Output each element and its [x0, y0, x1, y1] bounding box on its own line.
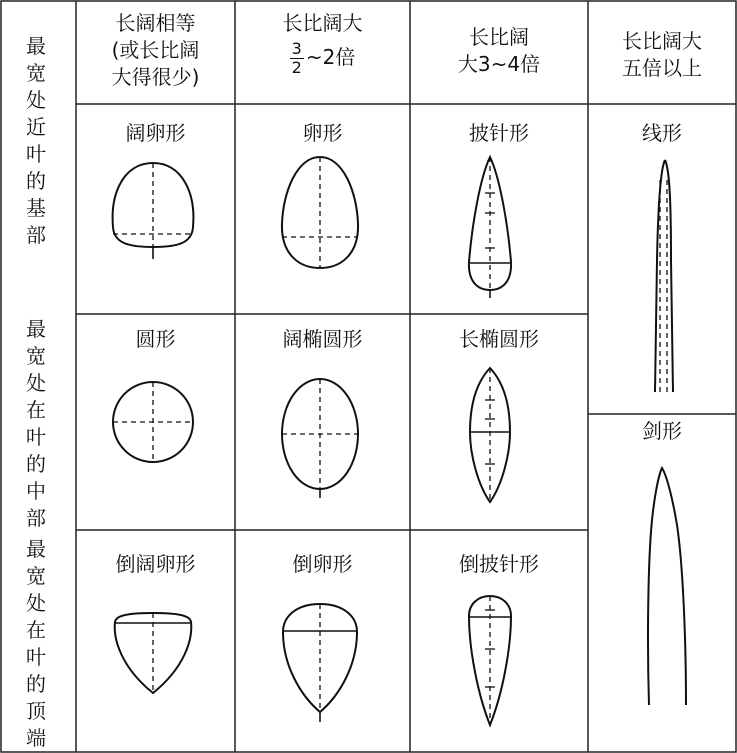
header-col1-sub1: (或长比阔: [111, 38, 200, 62]
obovate-leaf-icon: [283, 604, 357, 722]
row-label-base: 最宽处近叶的基部: [26, 34, 46, 247]
oblanceolate-leaf-icon: [469, 596, 511, 725]
header-col3-line2: 大3~4倍: [457, 52, 541, 76]
label-lanceolate: 披针形: [469, 121, 529, 145]
broad-ovate-leaf-icon: [113, 163, 194, 259]
linear-leaf-icon: [655, 160, 673, 392]
header-col1-sub2: 大得很少): [111, 65, 200, 89]
ovate-leaf-icon: [282, 157, 358, 268]
row-label-middle: 最宽处在叶的中部: [26, 317, 46, 530]
header-col1-title: 长阔相等: [115, 11, 196, 35]
header-col2-fraction-numerator: 3: [291, 39, 302, 58]
ensiform-leaf-icon: [648, 468, 686, 705]
label-oblong: 长椭圆形: [459, 327, 539, 351]
header-col4-line1: 长比阔大: [622, 29, 702, 53]
label-broad-elliptic: 阔椭圆形: [282, 327, 363, 351]
obovate-broad-leaf-icon: [115, 613, 192, 693]
label-obovate-broad: 倒阔卵形: [115, 552, 196, 576]
label-ovate: 卵形: [302, 121, 343, 145]
oblong-leaf-icon: [470, 368, 510, 502]
lanceolate-leaf-icon: [469, 157, 511, 298]
header-col2-title: 长比阔大: [282, 11, 363, 35]
label-oblanceolate: 倒披针形: [459, 552, 539, 576]
row-label-apex: 最宽处在叶的顶端: [26, 537, 46, 750]
label-broad-ovate: 阔卵形: [125, 121, 186, 145]
label-orbicular: 圆形: [135, 327, 176, 351]
label-linear: 线形: [642, 121, 682, 145]
header-col2-suffix: ~2倍: [305, 45, 356, 69]
label-ensiform: 剑形: [642, 419, 682, 443]
orbicular-leaf-icon: [113, 382, 193, 462]
header-col3-line1: 长比阔: [469, 25, 529, 49]
header-col4-line2: 五倍以上: [622, 56, 702, 80]
broad-elliptic-leaf-icon: [282, 379, 358, 498]
header-col2-fraction-denominator: 2: [291, 58, 302, 77]
label-obovate: 倒卵形: [292, 552, 353, 576]
